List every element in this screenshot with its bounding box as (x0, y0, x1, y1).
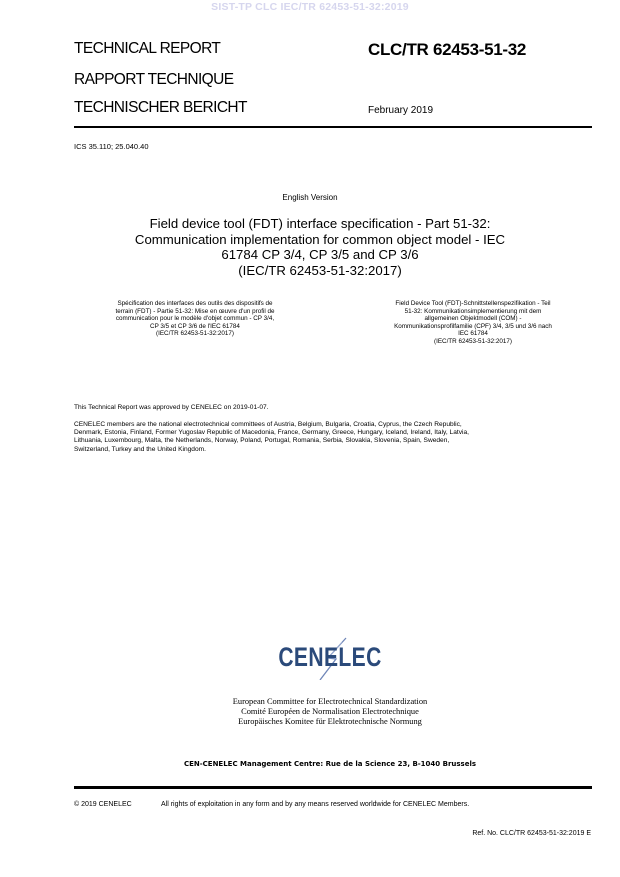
title-fr-line: Spécification des interfaces des outils des dispositifs de (117, 300, 273, 307)
title-german (358, 300, 588, 346)
committee-name-en: European Committee for Electrotechnical Standardization (232, 697, 428, 706)
doc-number: CLC/TR 62453-51-32 (368, 40, 527, 59)
language-version: English Version (282, 193, 338, 202)
title-de-line: Kommunikationsprofilfamilie (CPF) 3/4, 3/5 und 3/6 nach (394, 322, 552, 330)
members-line: CENELEC members are the national electrotechnical committees of Austria, Belgium, Bulgaria, Croatia, Cyprus, the Czech Republic, (74, 421, 462, 428)
title-line: (IEC/TR 62453-51-32:2017) (238, 262, 402, 278)
title-de-line: allgemeinen Objektmodell (COM) - (424, 315, 522, 323)
members-statement (74, 421, 594, 454)
committee-name-de: Europäisches Komitee für Elektrotechnische Normung (238, 717, 422, 726)
committee-name-fr: Comité Européen de Normalisation Electrotechnique (241, 707, 419, 716)
committee-names (0, 697, 620, 727)
footer-divider (74, 786, 592, 789)
management-centre-address: CEN-CENELEC Management Centre: Rue de la Science 23, B-1040 Brussels (183, 760, 477, 768)
title-line: 61784 CP 3/4, CP 3/5 and CP 3/6 (221, 247, 419, 262)
reference-number: Ref. No. CLC/TR 62453-51-32:2019 E (472, 830, 591, 837)
title-de-line: IEC 61784 (458, 330, 488, 338)
members-line: Switzerland, Turkey and the United Kingdom. (74, 445, 206, 453)
members-line: Denmark, Estonia, Finland, Former Yugoslav Republic of Macedonia, France, Germany, Greece, Hungary, Iceland, Ireland, Italy, Latvia, (74, 429, 469, 437)
publication-date: February 2019 (368, 105, 434, 116)
logo-text: CENELEC (278, 642, 382, 672)
document-title (80, 216, 560, 278)
doc-type-fr: RAPPORT TECHNIQUE (74, 71, 234, 88)
title-fr-line: terrain (FDT) - Partie 51-32: Mise en œuvre d'un profil de (115, 307, 275, 315)
rights-statement: All rights of exploitation in any form and by any means reserved worldwide for CENELEC Members. (161, 801, 470, 808)
title-de-line: Field Device Tool (FDT)-Schnittstellenspezifikation - Teil (395, 300, 551, 307)
ics-code: ICS 35.110; 25.040.40 (74, 142, 149, 151)
doc-type-de: TECHNISCHER BERICHT (74, 99, 247, 116)
watermark: SIST-TP CLC IEC/TR 62453-51-32:2019 (211, 1, 409, 13)
cenelec-logo (250, 640, 410, 682)
title-de-line: (IEC/TR 62453-51-32:2017) (433, 337, 513, 345)
title-fr-line: (IEC/TR 62453-51-32:2017) (155, 330, 235, 338)
title-fr-line: communication pour le modèle d'objet commun - CP 3/4, (115, 315, 275, 323)
title-french (80, 300, 310, 338)
copyright: © 2019 CENELEC (74, 801, 132, 808)
members-line: Lithuania, Luxembourg, Malta, the Netherlands, Norway, Poland, Portugal, Romania, Serbia, Slovakia, Slovenia, Spain, Sweden, (74, 437, 450, 445)
header-divider (74, 126, 592, 128)
title-fr-line: CP 3/5 et CP 3/6 de l'IEC 61784 (150, 322, 240, 330)
approval-statement: This Technical Report was approved by CENELEC on 2019-01-07. (74, 404, 269, 411)
title-de-line: 51-32: Kommunikationsimplementierung mit dem (404, 307, 542, 315)
title-line: Communication implementation for common object model - IEC (134, 231, 506, 247)
doc-type-en: TECHNICAL REPORT (74, 40, 221, 57)
title-line: Field device tool (FDT) interface specification - Part 51-32: (149, 216, 491, 231)
